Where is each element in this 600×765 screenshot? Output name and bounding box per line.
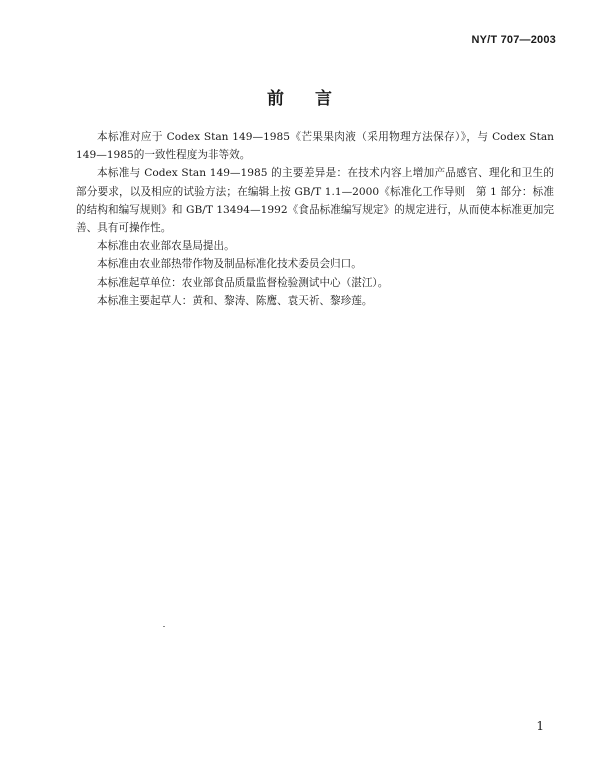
page-number: 1 [536, 719, 544, 733]
paragraph-correspondence: 本标准对应于 Codex Stan 149—1985《芒果果肉液（采用物理方法保存）》，与 Codex Stan 149—1985的一致性程度为非等效。 [76, 131, 554, 162]
foreword-body [76, 128, 554, 310]
standard-code: NY/T 707—2003 [471, 34, 556, 46]
title-char-2: 言 [315, 89, 333, 109]
paragraph-proposer: 本标准由农业部农垦局提出。 [97, 240, 235, 253]
paragraph-drafting-unit: 本标准起草单位：农业部食品质量监督检验测试中心（湛江）。 [97, 276, 389, 289]
paragraph-committee: 本标准由农业部热带作物及制品标准化技术委员会归口。 [97, 258, 362, 271]
title-char-1: 前 [267, 89, 285, 109]
paragraph-drafters: 本标准主要起草人：黄和、黎涛、陈鹰、袁天祈、黎珍莲。 [97, 294, 373, 307]
page-title [0, 84, 600, 109]
paragraph-differences: 本标准与 Codex Stan 149—1985 的主要差异是：在技术内容上增加产品感官、理化和卫生的部分要求，以及相应的试验方法；在编辑上按 GB/T 1.1—2000《标准化工作导则 第 1 部分：标准的结构和编写规则》和 GB/T 13494—1992《食品标准编写规定》的规定进行，从而使本标准更加完善、具有可操作性。 [76, 167, 554, 235]
scan-speck [163, 626, 165, 627]
